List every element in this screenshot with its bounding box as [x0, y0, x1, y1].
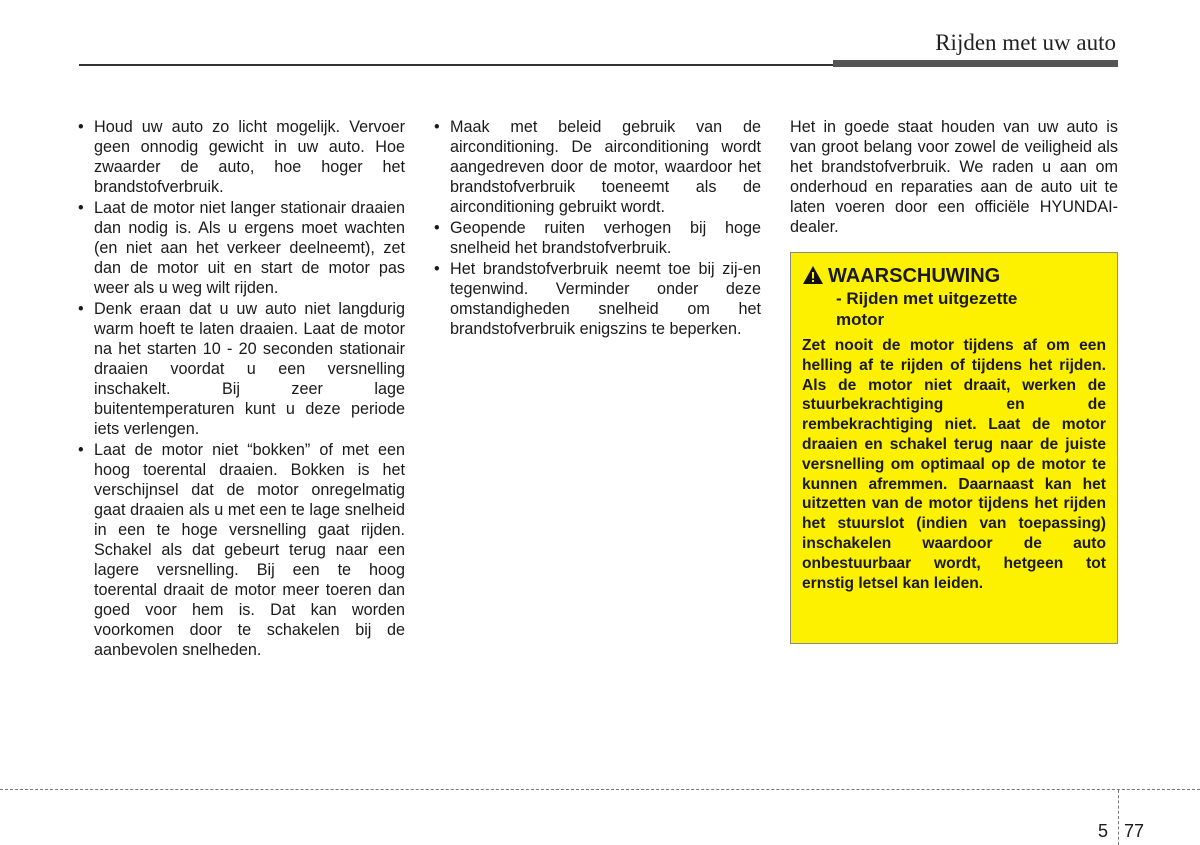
chapter-number: 5	[1098, 821, 1109, 841]
warning-body: Zet nooit de motor tijdens af om een helling af te rijden of tijdens het rijden. Als de motor niet draait, werken de stuurbekrachtiging en de rembekrachtiging niet. Laat de motor draaien en schakel terug naar de juiste versnelling om optimaal op de motor te kunnen afremmen. Daarnaast kan het uitzetten van de motor tijdens het rijden het stuurslot (indien van toepassing) inschakelen waardoor de auto onbestuurbaar wordt, hetgeen tot ernstig letsel kan leiden.	[802, 337, 1106, 592]
footer-separator	[1118, 790, 1119, 845]
list-item: • Geopende ruiten verhogen bij hoge snelheid het brandstofverbruik.	[433, 218, 761, 258]
list-item: • Laat de motor niet langer stationair draaien dan nodig is. Als u ergens moet wachten (en niet aan het verkeer deelneemt), zet dan de motor uit en start de motor pas weer als u weg wilt rijden.	[77, 198, 405, 298]
bullet-list-1	[77, 117, 405, 660]
column-1	[77, 117, 405, 661]
warning-box	[790, 252, 1118, 644]
bullet-list-2	[433, 117, 761, 339]
list-item: • Laat de motor niet “bokken” of met een hoog toerental draaien. Bokken is het verschijnsel dat de motor onregelmatig gaat draaien als u met een te lage snelheid in een te hoge versnelling gaat rijden. Schakel als dat gebeurt terug naar een lagere versnelling. Bij een te hoog toerental draait de motor meer toeren dan goed voor hem is. Dat kan worden voorkomen door te schakelen bij de aanbevolen snelheden.	[77, 440, 405, 660]
column-3	[790, 117, 1118, 237]
warning-header	[802, 264, 1106, 288]
warning-subtitle: - Rijden met uitgezette motor	[836, 289, 1018, 329]
warning-title: WAARSCHUWING	[828, 265, 1001, 287]
list-item: • Maak met beleid gebruik van de airconditioning. De airconditioning wordt aangedreven door de motor, waardoor het brandstofverbruik toeneemt als de airconditioning gebruikt wordt.	[433, 117, 761, 217]
header-rule	[79, 64, 833, 66]
list-item: • Het brandstofverbruik neemt toe bij zij-en tegenwind. Verminder onder deze omstandigheden snelheid om het brandstofverbruik enigszins te beperken.	[433, 259, 761, 339]
list-item: • Houd uw auto zo licht mogelijk. Vervoer geen onnodig gewicht in uw auto. Hoe zwaarder de auto, hoe hoger het brandstofverbruik.	[77, 117, 405, 197]
section-title: Rijden met uw auto	[935, 30, 1116, 55]
footer-rule	[0, 789, 1200, 790]
list-item: • Denk eraan dat u uw auto niet langdurig warm hoeft te laten draaien. Laat de motor na het starten 10 - 20 seconden stationair draaien voordat u een versnelling inschakelt. Bij zeer lage buitentemperaturen kunt u deze periode iets verlengen.	[77, 299, 405, 439]
page-number: 77	[1124, 821, 1145, 841]
column-2	[433, 117, 761, 340]
maintenance-paragraph: Het in goede staat houden van uw auto is van groot belang voor zowel de veiligheid als het brandstofverbruik. We raden u aan om onderhoud en reparaties aan de auto uit te laten voeren door een officiële HYUNDAI-dealer.	[790, 118, 1118, 236]
warning-triangle-icon	[802, 265, 824, 285]
header-bar	[833, 60, 1118, 67]
